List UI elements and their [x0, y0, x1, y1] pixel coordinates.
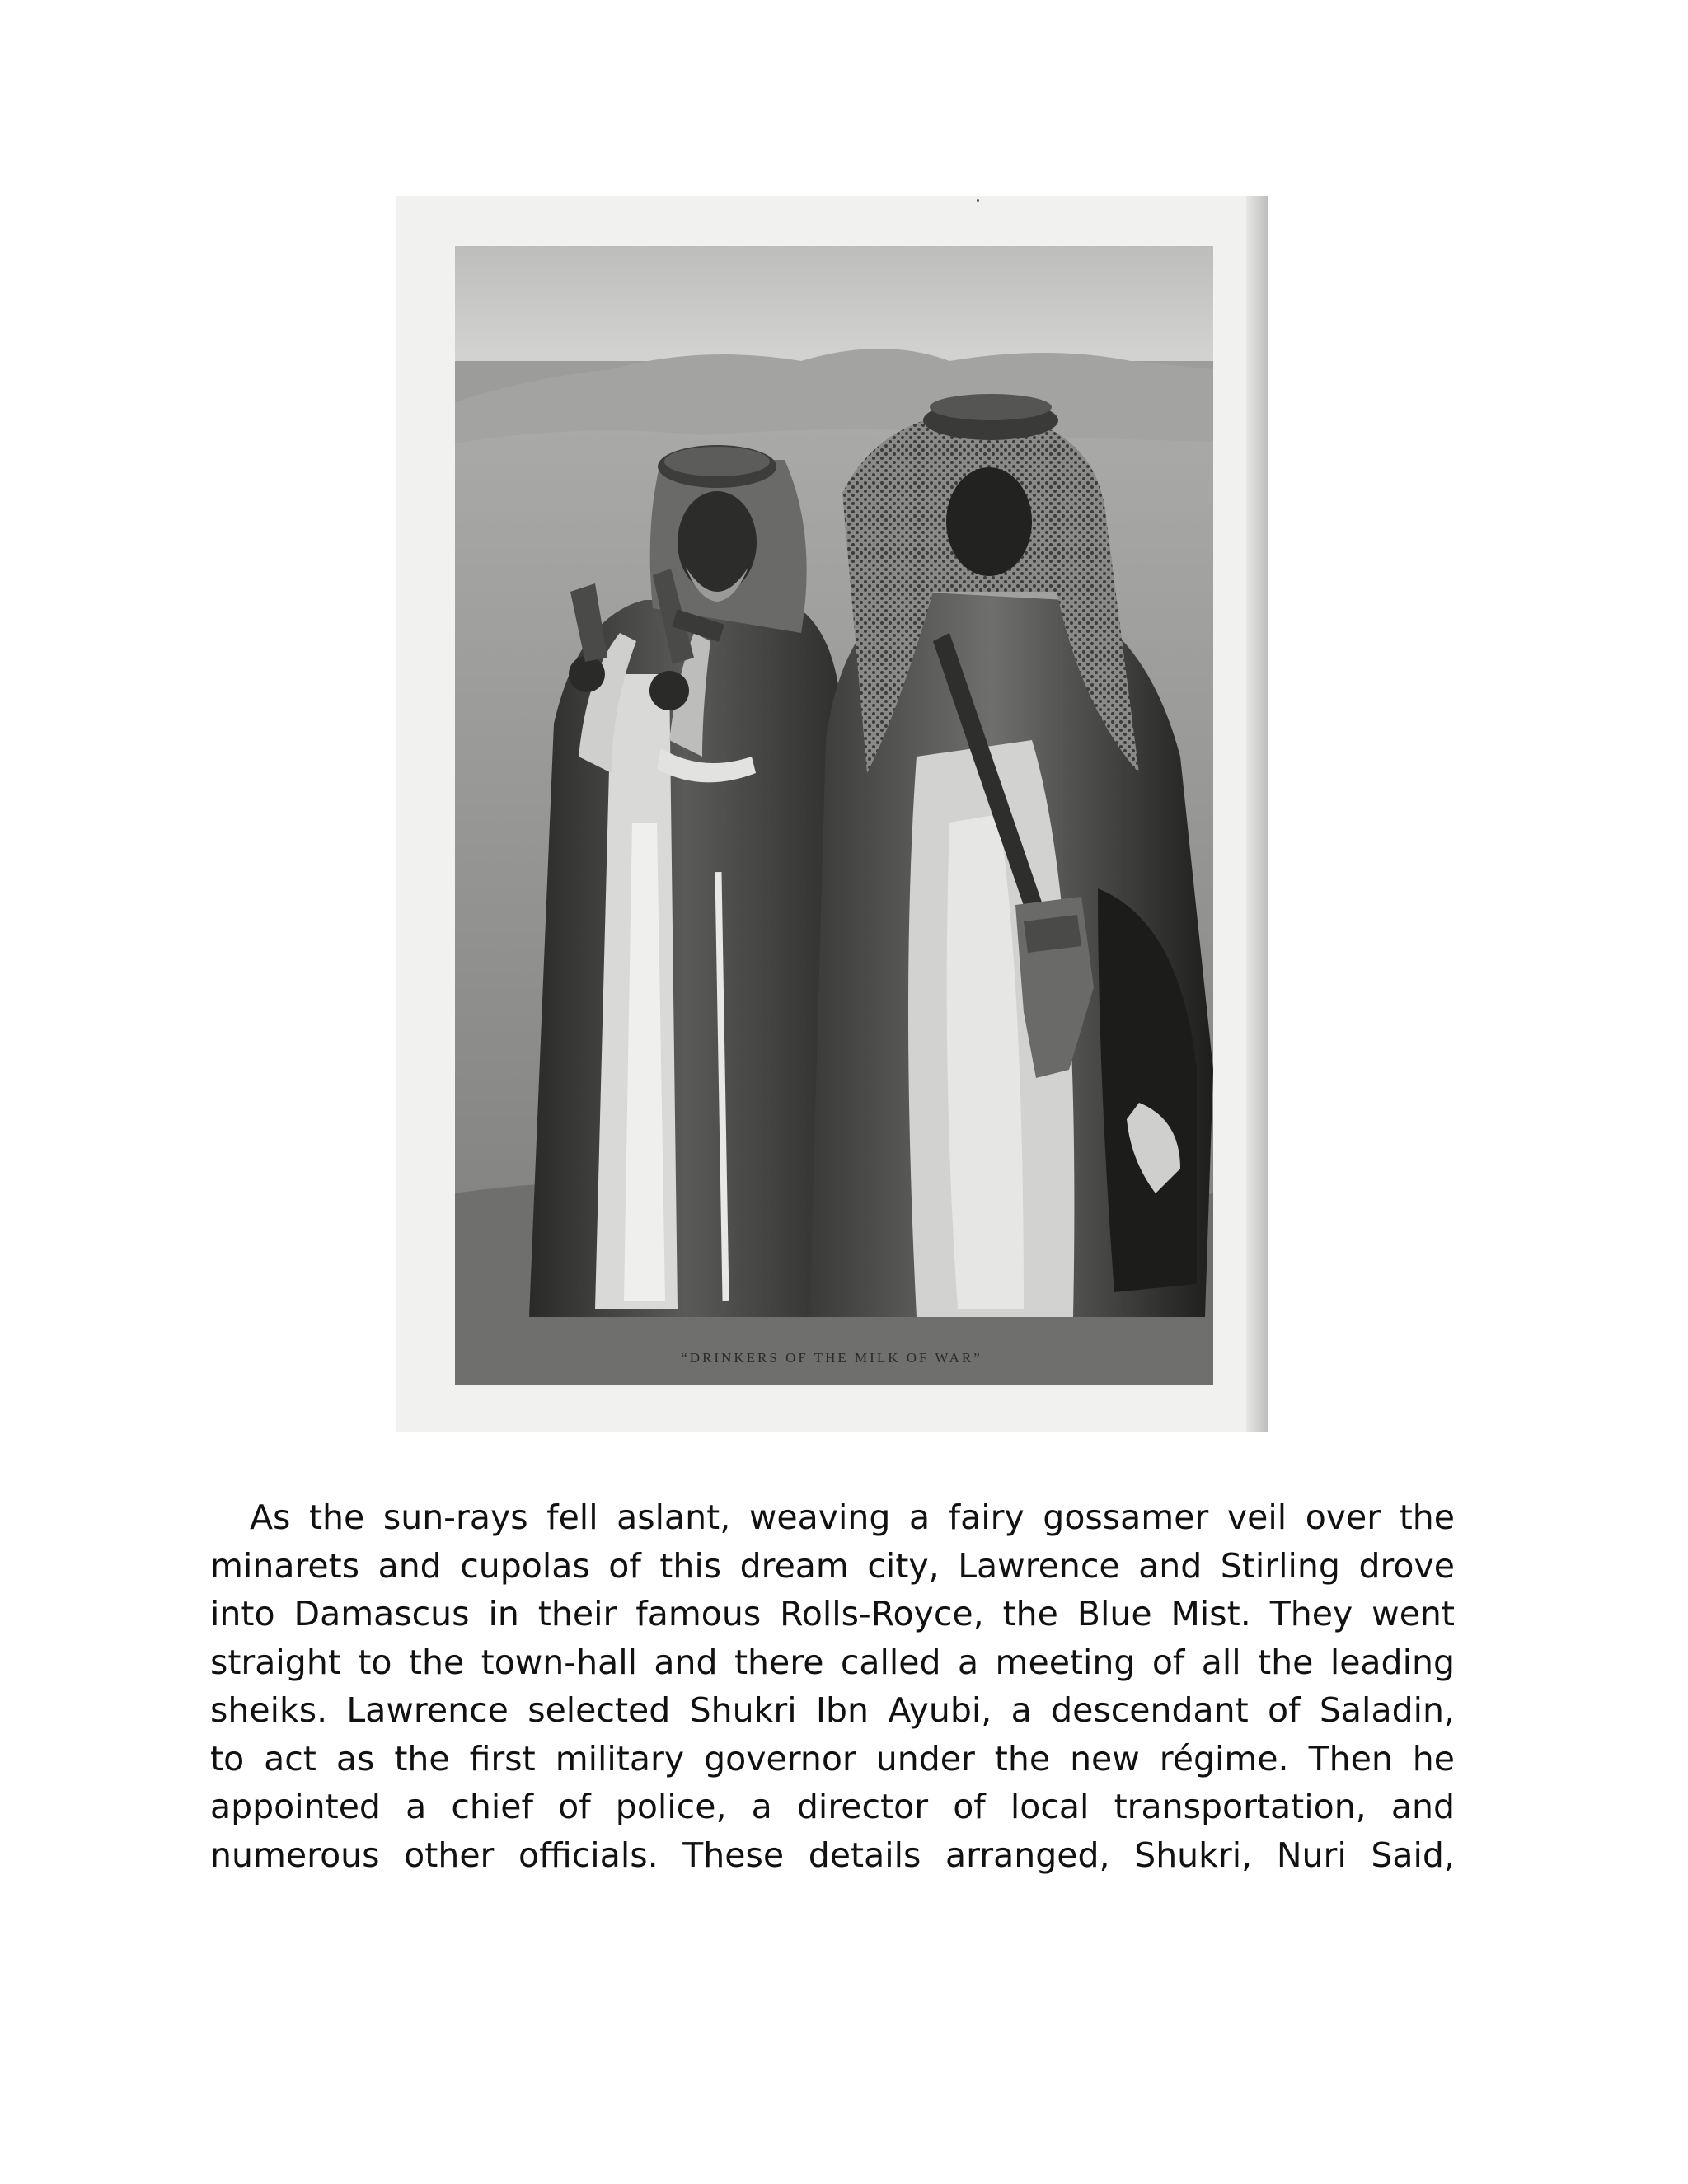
text-line: straight to the town-hall and there called a meeting of all the leading	[210, 1642, 1455, 1682]
photo-plate	[396, 196, 1268, 1432]
text-line: into Damascus in their famous Rolls-Royce, the Blue Mist. They went	[210, 1594, 1455, 1633]
page-edge-shadow	[1246, 196, 1268, 1432]
photo-caption: “DRINKERS OF THE MILK OF WAR”	[681, 1350, 982, 1366]
text-line: to act as the first military governor under the new régime. Then he	[210, 1738, 1455, 1779]
text-line: minarets and cupolas of this dream city, Lawrence and Stirling drove	[210, 1545, 1455, 1586]
photograph-two-bedouin-men	[455, 246, 1213, 1385]
text-line: As the sun-rays fell aslant, weaving a fairy gossamer veil over the	[250, 1497, 1455, 1537]
text-line: numerous other officials. These details arranged, Shukri, Nuri Said,	[210, 1835, 1455, 1875]
text-line: appointed a chief of police, a director of local transportation, and	[210, 1787, 1455, 1826]
text-line: sheiks. Lawrence selected Shukri Ibn Ayubi, a descendant of Saladin,	[210, 1690, 1455, 1730]
photograph-drawing	[455, 246, 1213, 1385]
scan-speck	[977, 199, 979, 202]
body-paragraph	[210, 1493, 1455, 1879]
